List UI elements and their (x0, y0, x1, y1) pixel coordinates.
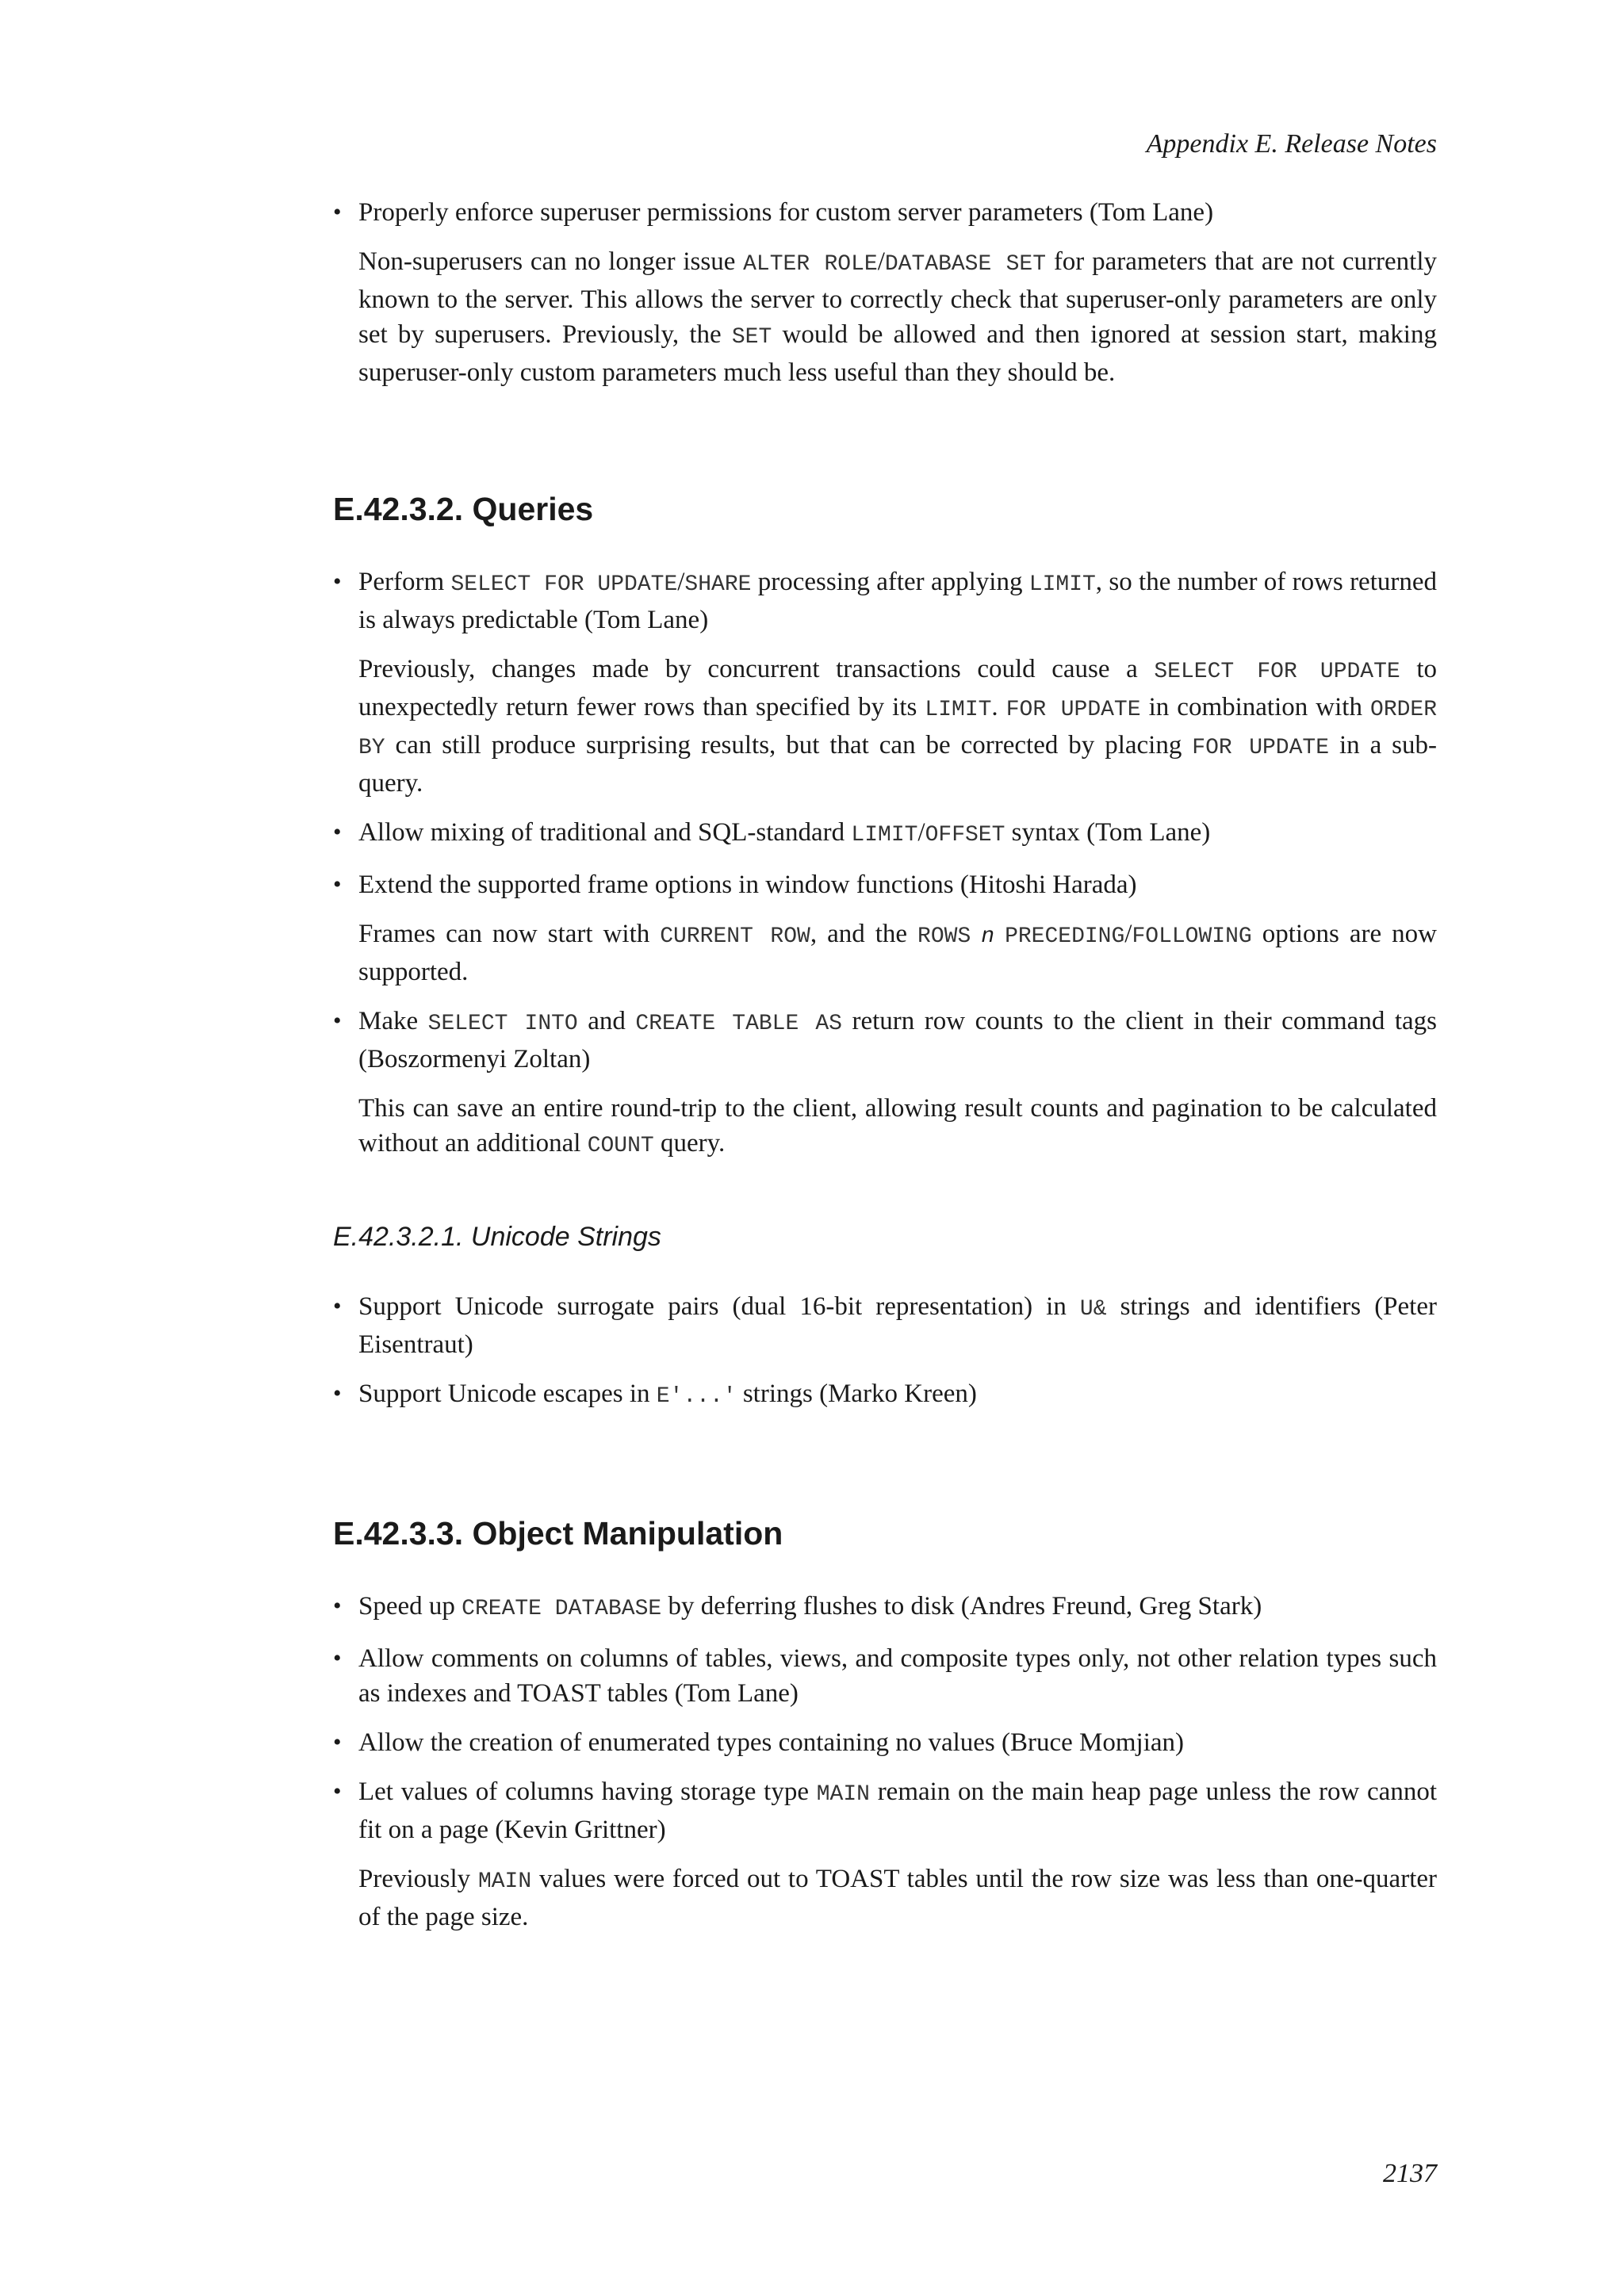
bullet: • (333, 1645, 342, 1671)
code-literal: E'...' (656, 1384, 737, 1409)
page-number: 2137 (1383, 2159, 1437, 2188)
bullet: • (333, 1593, 342, 1619)
list-item: • Perform SELECT FOR UPDATE/SHARE processing after applying LIMIT, so the number of rows returned is always predictable (Tom Lane) (333, 564, 1437, 637)
code-literal: LIMIT (925, 698, 992, 722)
running-header: Appendix E. Release Notes (1146, 129, 1437, 159)
list-item: • Allow the creation of enumerated types containing no values (Bruce Momjian) (333, 1725, 1437, 1760)
code-literal: FOR UPDATE (1192, 736, 1330, 760)
item-description: Frames can now start with CURRENT ROW, and the ROWS n PRECEDING/FOLLOWING options are now supported. (358, 920, 1437, 986)
bullet: • (333, 1729, 342, 1755)
list-item: • Support Unicode surrogate pairs (dual 16-bit representation) in U& strings and identifiers (Peter Eisentraut) (333, 1289, 1437, 1362)
code-literal: ORDER BY (358, 698, 1438, 760)
code-literal: SELECT FOR UPDATE (450, 572, 678, 597)
code-literal: ROWS (917, 924, 971, 949)
list-item: • Extend the supported frame options in window functions (Hitoshi Harada) (333, 867, 1437, 902)
subsection-heading-unicode: E.42.3.2.1. Unicode Strings (333, 1222, 661, 1252)
bullet: • (333, 819, 342, 845)
code-literal: SELECT FOR UPDATE (1154, 660, 1400, 684)
item-text: Properly enforce superuser permissions for custom server parameters (Tom Lane) (358, 198, 1214, 227)
page-content (333, 195, 1437, 1949)
bullet: • (333, 199, 342, 225)
code-literal: LIMIT (851, 823, 918, 848)
code-literal: CURRENT ROW (660, 924, 810, 949)
code-literal: ALTER ROLE (743, 252, 878, 277)
code-literal: U& (1079, 1297, 1107, 1322)
code-literal: MAIN (816, 1782, 870, 1807)
bullet: • (333, 1293, 342, 1319)
code-literal: OFFSET (925, 823, 1005, 848)
bullet: • (333, 1778, 342, 1804)
code-literal: CREATE TABLE AS (635, 1012, 842, 1036)
list-item: • Support Unicode escapes in E'...' strings (Marko Kreen) (333, 1376, 1437, 1414)
item-description: Non-superusers can no longer issue ALTER ROLE/DATABASE SET for parameters that are not currently known to the server. This allows the server to correctly check that superuser-only parameters are only set by superusers. Previously, the SET would be allowed and then ignored at session start, making superuser-only custom parameters much less useful than they should be. (358, 247, 1437, 387)
list-item: • Make SELECT INTO and CREATE TABLE AS return row counts to the client in their command tags (Boszormenyi Zoltan) (333, 1004, 1437, 1077)
section-heading-object-manipulation: E.42.3.3. Object Manipulation (333, 1515, 783, 1552)
list-item: • Let values of columns having storage type MAIN remain on the main heap page unless the row cannot fit on a page (Kevin Grittner) (333, 1774, 1437, 1847)
code-literal: FOR UPDATE (1005, 698, 1141, 722)
code-literal: SELECT INTO (427, 1012, 578, 1036)
list-item: • Allow mixing of traditional and SQL-standard LIMIT/OFFSET syntax (Tom Lane) (333, 815, 1437, 853)
replaceable-variable: n (981, 924, 995, 949)
list-item: • Speed up CREATE DATABASE by deferring flushes to disk (Andres Freund, Greg Stark) (333, 1589, 1437, 1627)
code-literal: CREATE DATABASE (462, 1597, 662, 1621)
item-description: Previously, changes made by concurrent transactions could cause a SELECT FOR UPDATE to unexpectedly return fewer rows than specified by its LIMIT. FOR UPDATE in combination with ORDER BY can still produce surprising results, but that can be corrected by placing FOR UPDATE in a sub-query. (358, 655, 1438, 798)
code-literal: MAIN (477, 1869, 532, 1894)
bullet: • (333, 1008, 342, 1034)
code-literal: LIMIT (1028, 572, 1096, 597)
item-description: Previously MAIN values were forced out to TOAST tables until the row size was less than one-quarter of the page size. (358, 1865, 1437, 1931)
list-item (333, 195, 1437, 230)
bullet: • (333, 871, 342, 897)
bullet: • (333, 1380, 342, 1406)
list-item: • Allow comments on columns of tables, views, and composite types only, not other relation types such as indexes and TOAST tables (Tom Lane) (333, 1641, 1437, 1711)
item-description: This can save an entire round-trip to the client, allowing result counts and pagination to be calculated without an additional COUNT query. (358, 1094, 1437, 1158)
code-literal: PRECEDING (1005, 924, 1125, 949)
bullet: • (333, 568, 342, 595)
code-literal: FOLLOWING (1132, 924, 1252, 949)
code-literal: SET (731, 325, 772, 350)
code-literal: DATABASE SET (884, 252, 1047, 277)
section-heading-queries: E.42.3.2. Queries (333, 491, 594, 527)
code-literal: SHARE (684, 572, 752, 597)
code-literal: COUNT (587, 1134, 654, 1158)
